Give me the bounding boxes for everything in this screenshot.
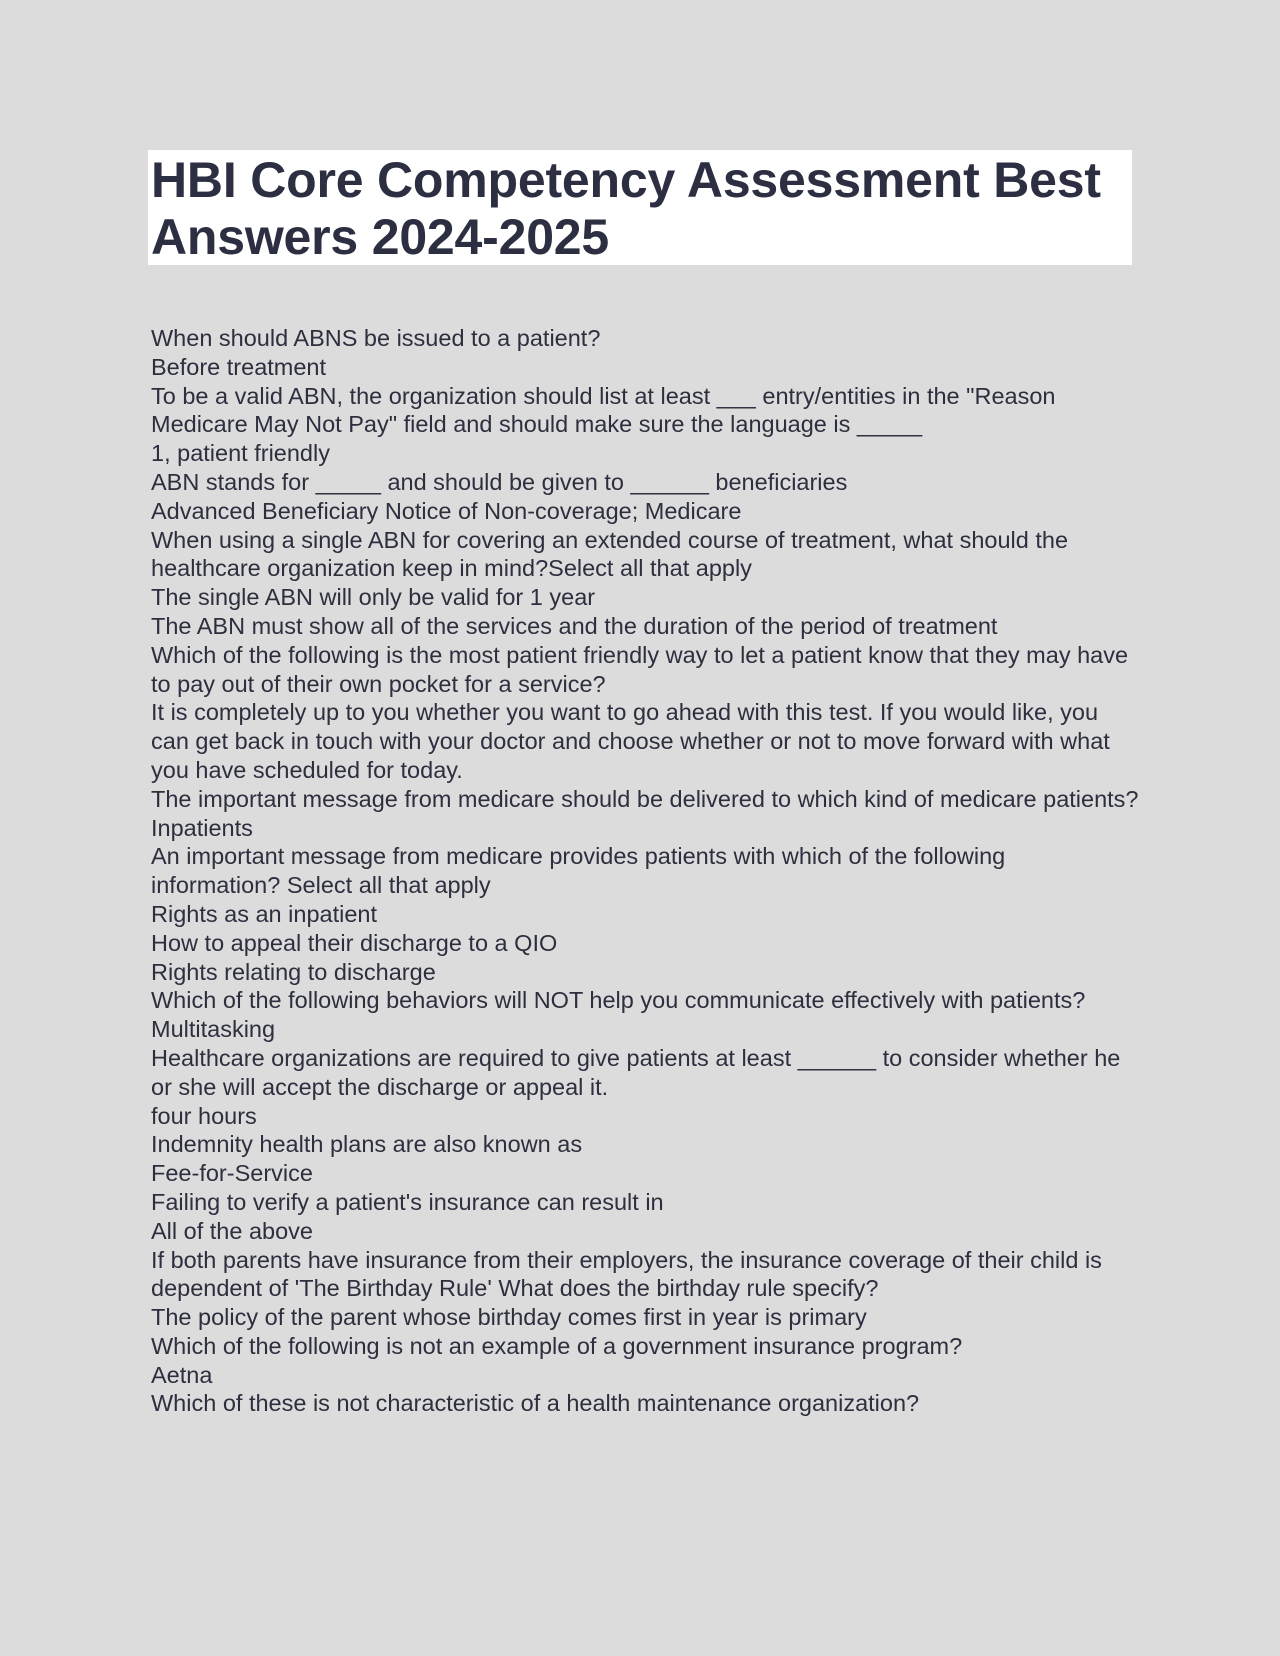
answer-line: How to appeal their discharge to a QIO xyxy=(151,929,558,956)
answer-line: four hours xyxy=(151,1102,257,1129)
answer-line: Inpatients xyxy=(151,814,253,841)
question-line: ABN stands for _____ and should be given to ______ beneficiaries xyxy=(151,468,848,495)
answer-line: It is completely up to you whether you want to go ahead with this test. If you would like, you can get back in touch with your doctor and choose whether or not to move forward with what you have scheduled for today. xyxy=(151,699,1110,783)
answer-line: The single ABN will only be valid for 1 year xyxy=(151,584,596,611)
question-line: Indemnity health plans are also known as xyxy=(151,1131,583,1158)
answer-line: Before treatment xyxy=(151,353,327,380)
question-line: The important message from medicare should be delivered to which kind of medicare patients? xyxy=(151,785,1139,812)
answer-line: 1, patient friendly xyxy=(151,440,330,467)
answer-line: The policy of the parent whose birthday comes first in year is primary xyxy=(151,1304,867,1331)
question-line: Which of the following behaviors will NOT help you communicate effectively with patients? xyxy=(151,987,1086,1014)
answer-line: Fee-for-Service xyxy=(151,1160,313,1187)
answer-line: All of the above xyxy=(151,1217,313,1244)
answer-line: Advanced Beneficiary Notice of Non-coverage; Medicare xyxy=(151,497,742,524)
question-line: Which of the following is not an example of a government insurance program? xyxy=(151,1332,963,1359)
answer-line: The ABN must show all of the services and the duration of the period of treatment xyxy=(151,612,998,639)
question-line: An important message from medicare provides patients with which of the following information? Select all that apply xyxy=(151,843,1006,899)
document-title: HBI Core Competency Assessment Best Answers 2024-2025 xyxy=(151,152,1101,265)
question-line: If both parents have insurance from their employers, the insurance coverage of their child is dependent of 'The Birthday Rule' What does the birthday rule specify? xyxy=(151,1246,1102,1302)
answer-line: Rights as an inpatient xyxy=(151,900,378,927)
question-line: Which of these is not characteristic of a health maintenance organization? xyxy=(151,1390,920,1417)
answer-line: Aetna xyxy=(151,1361,213,1388)
qa-content xyxy=(151,324,1141,1418)
question-line: Failing to verify a patient's insurance can result in xyxy=(151,1188,664,1215)
question-line: Which of the following is the most patient friendly way to let a patient know that they may have to pay out of their own pocket for a service? xyxy=(151,641,1129,697)
question-line: When using a single ABN for covering an extended course of treatment, what should the healthcare organization keep in mind?Select all that apply xyxy=(151,526,1069,582)
answer-line: Rights relating to discharge xyxy=(151,958,436,985)
question-line: To be a valid ABN, the organization should list at least ___ entry/entities in the "Reason Medicare May Not Pay" field and should make sure the language is _____ xyxy=(151,382,1056,438)
question-line: Healthcare organizations are required to give patients at least ______ to consider whether he or she will accept the discharge or appeal it. xyxy=(151,1044,1121,1100)
title-box xyxy=(148,150,1132,265)
answer-line: Multitasking xyxy=(151,1016,276,1043)
question-line: When should ABNS be issued to a patient? xyxy=(151,325,601,351)
